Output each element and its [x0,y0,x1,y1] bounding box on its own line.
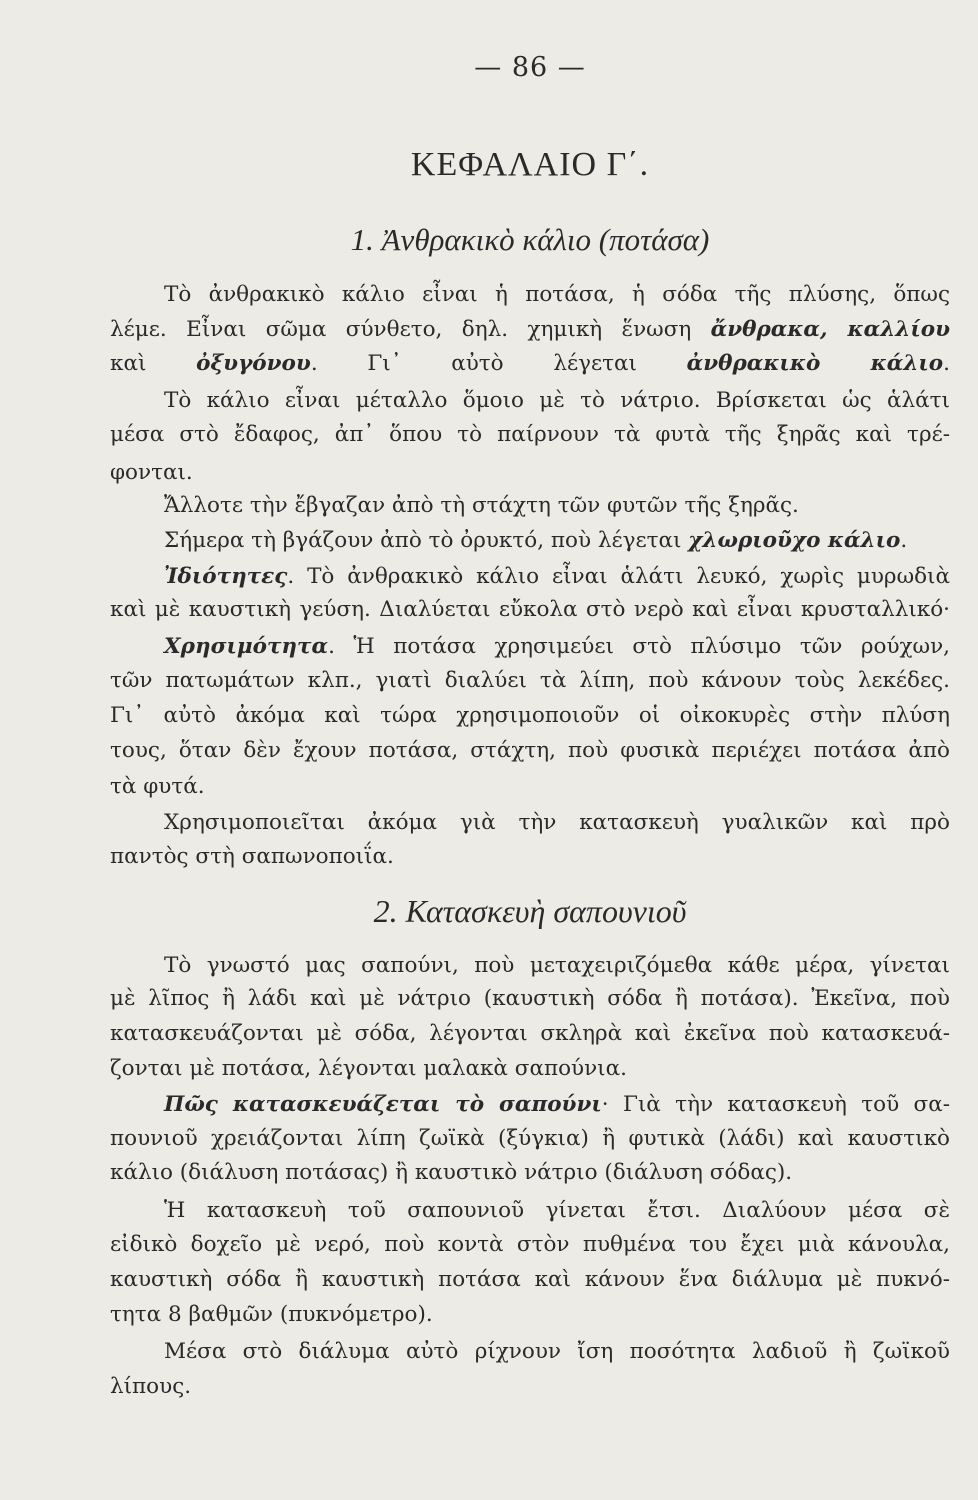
text-line [110,842,950,872]
text-segment: κατασκευάζονται μὲ σόδα, λέγονται σκληρὰ καὶ ἐκεῖνα ποὺ κατασκευά- [110,1021,950,1046]
text-segment: λέμε. Εἶναι σῶμα σύνθετο, δηλ. χημικὴ ἕνωση [110,317,711,342]
page-number: — 86 — [474,52,586,83]
text-segment: Μέσα στὸ διάλυμα αὐτὸ ρίχνουν ἴση ποσότητα λαδιοῦ ἢ ζωϊκοῦ [164,1339,950,1364]
text-segment: Ἄλλοτε τὴν ἔβγαζαν ἀπὸ τὴ στάχτη τῶν φυτῶν τῆς ξηρᾶς. [164,493,799,518]
text-line [164,562,950,592]
text-line [164,1337,950,1367]
text-line [110,772,950,802]
text-line [110,1230,950,1260]
text-segment: Τὸ γνωστό μας σαπούνι, ποὺ μεταχειριζόμεθα κάθε μέρα, γίνεται [164,953,950,978]
text-line [164,1090,950,1120]
text-segment: φονται. [110,460,193,485]
emphasized-term: Ἰδιότητες [164,564,288,589]
text-segment: κάλιο (διάλυση ποτάσας) ἢ καυστικὸ νάτριο (διάλυση σόδας). [110,1160,793,1185]
text-line [164,491,950,521]
text-line [164,280,950,310]
text-segment: Σήμερα τὴ βγάζουν ἀπὸ τὸ ὀρυκτό, ποὺ λέγεται [164,528,689,553]
emphasized-term: Χρησιμότητα [164,634,329,659]
text-segment: Τὸ ἀνθρακικὸ κάλιο εἶναι ἡ ποτάσα, ἡ σόδα τῆς πλύσης, ὅπως [164,282,950,307]
text-segment: εἰδικὸ δοχεῖο μὲ νερό, ποὺ κοντὰ στὸν πυθμένα του ἔχει μιὰ κάνουλα, [110,1232,950,1257]
emphasized-term: ἄνθρακα, καλλίου [710,317,951,342]
text-segment: λίπους. [110,1374,192,1399]
text-segment: . Τὸ ἀνθρακικὸ κάλιο εἶναι ἁλάτι λευκό, χωρὶς μυρωδιὰ [287,564,950,589]
text-segment: · Γιὰ τὴν κατασκευὴ τοῦ σα- [601,1092,950,1117]
text-line [164,386,950,416]
text-line [164,1196,950,1226]
text-segment: Χρησιμοποιεῖται ἀκόμα γιὰ τὴν κατασκευὴ γυαλικῶν καὶ πρὸ [164,810,950,835]
text-segment: τητα 8 βαθμῶν (πυκνόμετρο). [110,1302,433,1327]
text-line [110,315,950,345]
text-line [110,1019,950,1049]
text-line [110,1124,950,1154]
text-line [110,701,950,731]
text-line [110,420,950,450]
emphasized-term: ἀνθρακικὸ κάλιο [686,351,944,376]
text-segment: τους, ὅταν δὲν ἔχουν ποτάσα, στάχτη, ποὺ φυσικὰ περιέχει ποτάσα ἀπὸ [110,738,950,763]
text-segment: παντὸς στὴ σαπωνοποιΐα. [110,844,394,869]
text-line [110,1054,950,1084]
text-segment: Τὸ κάλιο εἶναι μέταλλο ὅμοιο μὲ τὸ νάτριο. Βρίσκεται ὡς ἁλάτι [164,388,950,413]
text-line [164,526,950,556]
text-line [110,595,950,625]
emphasized-term: ὀξυγόνου [196,351,311,376]
emphasized-term: Πῶς κατασκευάζεται τὸ σαπούνι [164,1092,602,1117]
text-segment: μέσα στὸ ἔδαφος, ἀπ᾿ ὅπου τὸ παίρνουν τὰ φυτὰ τῆς ξηρᾶς καὶ τρέ- [110,422,950,447]
text-segment: . Γι᾿ αὐτὸ λέγεται [310,351,687,376]
text-line [110,458,950,488]
text-segment: Γι᾿ αὐτὸ ἀκόμα καὶ τώρα χρησιμοποιοῦν οἱ οἰκοκυρὲς στὴν πλύση [110,703,950,728]
chapter-title: ΚΕΦΑΛΑΙΟ Γ΄. [410,146,650,183]
text-line [110,1300,950,1330]
text-segment: καὶ μὲ καυστικὴ γεύση. Διαλύεται εὔκολα στὸ νερὸ καὶ εἶναι κρυσταλλικό· [110,597,950,622]
text-segment: πουνιοῦ χρειάζονται λίπη ζωϊκὰ (ξύγκια) ἢ φυτικὰ (λάδι) καὶ καυστικὸ [110,1126,950,1151]
text-segment: μὲ λῖπος ἢ λάδι καὶ μὲ νάτριο (καυστικὴ σόδα ἢ ποτάσα). Ἐκεῖνα, ποὺ [110,986,950,1011]
text-line [164,808,950,838]
text-segment: καὶ [110,351,197,376]
section-1-title: 1. Ἀνθρακικὸ κάλιο (ποτάσα) [350,222,710,257]
text-segment: . [943,351,950,376]
emphasized-term: χλωριοῦχο κάλιο [688,528,901,553]
text-line [164,951,950,981]
text-segment: . Ἡ ποτάσα χρησιμεύει στὸ πλύσιμο τῶν ρούχων, [328,634,950,659]
text-segment: . [900,528,908,553]
section-2-title: 2. Κατασκευὴ σαπουνιοῦ [373,893,687,929]
text-line [110,984,950,1014]
text-line [110,1158,950,1188]
text-segment: τὰ φυτά. [110,774,205,799]
text-line [110,736,950,766]
text-segment: Ἡ κατασκευὴ τοῦ σαπουνιοῦ γίνεται ἔτσι. Διαλύουν μέσα σὲ [164,1198,950,1223]
text-segment: ζονται μὲ ποτάσα, λέγονται μαλακὰ σαπούνια. [110,1056,627,1081]
text-line [110,349,950,379]
text-line [110,1265,950,1295]
text-line [110,1372,950,1402]
text-segment: καυστικὴ σόδα ἢ καυστικὴ ποτάσα καὶ κάνουν ἕνα διάλυμα μὲ πυκνό- [110,1267,950,1292]
text-line [164,632,950,662]
text-line [110,666,950,696]
text-segment: τῶν πατωμάτων κλπ., γιατὶ διαλύει τὰ λίπη, ποὺ κάνουν τοὺς λεκέδες. [110,668,950,693]
